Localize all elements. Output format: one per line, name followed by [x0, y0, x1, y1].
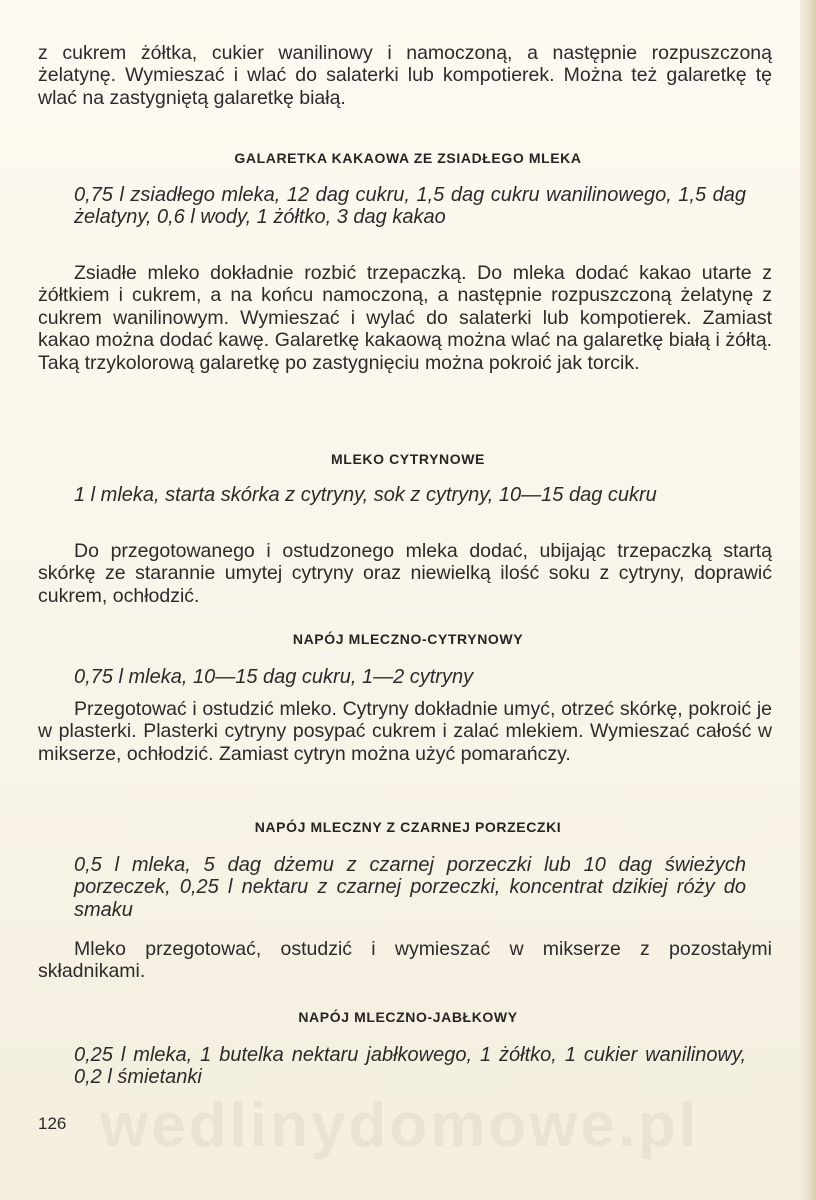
recipe-instructions: Do przegotowanego i ostudzonego mleka dodać, ubijając trzepaczką startą skórkę ze starannie umytej cytryny oraz niewielką ilość soku z cytryny, doprawić cukrem, ochłodzić.	[38, 540, 772, 607]
watermark-logo: wedlinydomowe.pl	[100, 1091, 700, 1160]
recipe-ingredients: 0,75 l mleka, 10—15 dag cukru, 1—2 cytryny	[74, 666, 474, 688]
recipe-ingredients: 0,5 l mleka, 5 dag dżemu z czarnej porzeczki lub 10 dag świeżych porzeczek, 0,25 l nektaru z czarnej porzeczki, koncentrat dzikiej róży do smaku	[74, 854, 746, 921]
recipe-ingredients: 0,25 l mleka, 1 butelka nektaru jabłkowego, 1 żółtko, 1 cukier wanilinowy, 0,2 l śmietanki	[74, 1044, 746, 1089]
recipe-title: NAPÓJ MLECZNO-CYTRYNOWY	[292, 631, 524, 647]
recipe-title: GALARETKA KAKAOWA ZE ZSIADŁEGO MLEKA	[234, 150, 582, 166]
page-number: 126	[38, 1114, 67, 1133]
recipe-title: NAPÓJ MLECZNO-JABŁKOWY	[298, 1009, 518, 1025]
recipe-title: MLEKO CYTRYNOWE	[331, 451, 485, 467]
intro-paragraph: z cukrem żółtka, cukier wanilinowy i namoczoną, a następnie rozpuszczoną żelatynę. Wymieszać i wlać do salaterki lub kompotierek. Można też galaretkę tę wlać na zastygniętą galaretkę białą.	[38, 42, 772, 109]
recipe-instructions: Zsiadłe mleko dokładnie rozbić trzepaczką. Do mleka dodać kakao utarte z żółtkiem i cukrem, a na końcu namoczoną, a następnie rozpuszczoną żelatynę z cukrem wanilinowym. Wymieszać i wylać do salaterki lub kompotierek. Zamiast kakao można dodać kawę. Galaretkę kakaową można wlać na galaretkę białą i żółtą. Taką trzykolorową galaretkę po zastygnięciu można pokroić jak torcik.	[38, 262, 772, 374]
recipe-instructions: Mleko przegotować, ostudzić i wymieszać w mikserze z pozostałymi składnikami.	[38, 938, 772, 983]
recipe-title: NAPÓJ MLECZNY Z CZARNEJ PORZECZKI	[254, 819, 562, 835]
recipe-ingredients: 1 l mleka, starta skórka z cytryny, sok z cytryny, 10—15 dag cukru	[74, 484, 657, 506]
recipe-ingredients: 0,75 l zsiadłego mleka, 12 dag cukru, 1,5 dag cukru wanilinowego, 1,5 dag żelatyny, 0,6 l wody, 1 żółtko, 3 dag kakao	[74, 184, 746, 229]
recipe-instructions: Przegotować i ostudzić mleko. Cytryny dokładnie umyć, otrzeć skórkę, pokroić je w plasterki. Plasterki cytryny posypać cukrem i zalać mlekiem. Wymieszać całość w mikserze, ochłodzić. Zamiast cytryn można użyć pomarańczy.	[38, 698, 772, 765]
